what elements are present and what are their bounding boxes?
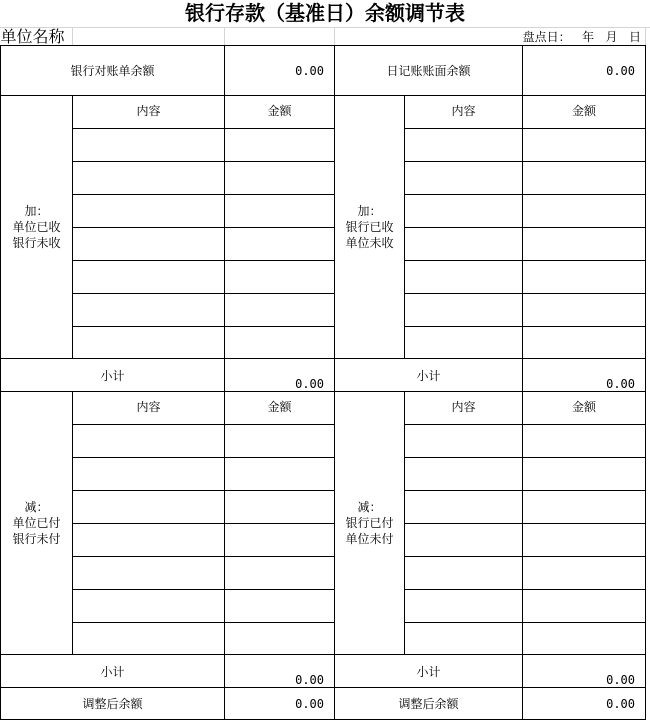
category-label-line: 单位未收 — [345, 236, 394, 250]
minus-subtotal-label: 小计 — [1, 655, 225, 688]
right-content-cell[interactable] — [405, 327, 523, 359]
right-content-cell[interactable] — [405, 590, 523, 623]
left-content-cell[interactable] — [73, 228, 225, 261]
left-content-cell[interactable] — [73, 162, 225, 195]
table-row — [1, 590, 646, 623]
add_section-left-category-label — [1, 96, 73, 359]
table-row — [1, 458, 646, 491]
left-amount-cell[interactable] — [225, 524, 335, 557]
table-row — [1, 557, 646, 590]
minus-right-subtotal[interactable]: 0.00 — [523, 655, 646, 688]
left-content-cell[interactable] — [73, 491, 225, 524]
table-row — [1, 623, 646, 655]
right-amount-cell[interactable] — [523, 458, 646, 491]
left-amount-cell[interactable] — [225, 458, 335, 491]
book-balance-label: 日记账账面余额 — [335, 46, 523, 96]
left-amount-cell[interactable] — [225, 327, 335, 359]
left-amount-cell[interactable] — [225, 228, 335, 261]
amount-column-header: 金额 — [523, 392, 646, 425]
content-column-header: 内容 — [73, 96, 225, 129]
add-right-subtotal[interactable]: 0.00 — [523, 359, 646, 392]
left-amount-cell[interactable] — [225, 557, 335, 590]
minus_section-right-category-label — [335, 392, 405, 655]
left-amount-cell[interactable] — [225, 195, 335, 228]
right-content-cell[interactable] — [405, 162, 523, 195]
left-amount-cell[interactable] — [225, 491, 335, 524]
table-row — [1, 425, 646, 458]
minus-section — [1, 392, 646, 655]
book-balance-value[interactable]: 0.00 — [523, 46, 646, 96]
table-row — [1, 228, 646, 261]
right-amount-cell[interactable] — [523, 524, 646, 557]
bank-balance-value[interactable]: 0.00 — [225, 46, 335, 96]
section-header-row — [1, 96, 646, 129]
category-label-line: 银行已收 — [345, 220, 394, 234]
unit-name-label: 单位名称 — [1, 28, 73, 46]
left-amount-cell[interactable] — [225, 162, 335, 195]
left-content-cell[interactable] — [73, 425, 225, 458]
add_section-right-category-label — [335, 96, 405, 359]
table-row — [1, 162, 646, 195]
category-label-line: 银行未付 — [12, 532, 61, 546]
left-amount-cell[interactable] — [225, 425, 335, 458]
left-content-cell[interactable] — [73, 294, 225, 327]
left-content-cell[interactable] — [73, 524, 225, 557]
right-content-cell[interactable] — [405, 524, 523, 557]
category-label-line: 加： — [357, 204, 382, 218]
left-content-cell[interactable] — [73, 458, 225, 491]
adjusted-balance-label: 调整后余额 — [1, 688, 225, 720]
table-row — [1, 524, 646, 557]
category-label-line: 银行未收 — [12, 236, 61, 250]
table-row — [1, 327, 646, 359]
left-content-cell[interactable] — [73, 327, 225, 359]
table-row — [1, 129, 646, 162]
left-amount-cell[interactable] — [225, 129, 335, 162]
add-section — [1, 96, 646, 359]
amount-column-header: 金额 — [225, 96, 335, 129]
left-amount-cell[interactable] — [225, 261, 335, 294]
bank-balance-label: 银行对账单余额 — [1, 46, 225, 96]
left-amount-cell[interactable] — [225, 590, 335, 623]
right-amount-cell[interactable] — [523, 425, 646, 458]
category-label-line: 银行已付 — [345, 516, 394, 530]
add-subtotal-label-right: 小计 — [335, 359, 523, 392]
minus-subtotal-label-right: 小计 — [335, 655, 523, 688]
category-label-line: 单位已收 — [12, 220, 61, 234]
adjusted-balance-label-right: 调整后余额 — [335, 688, 523, 720]
right-amount-cell[interactable] — [523, 162, 646, 195]
add-subtotal-label: 小计 — [1, 359, 225, 392]
right-amount-cell[interactable] — [523, 590, 646, 623]
table-row — [1, 294, 646, 327]
unit-name-cell[interactable] — [73, 28, 225, 46]
left-content-cell[interactable] — [73, 261, 225, 294]
right-amount-cell[interactable] — [523, 294, 646, 327]
right-content-cell[interactable] — [405, 261, 523, 294]
minus_section-left-category-label — [1, 392, 73, 655]
amount-column-header: 金额 — [523, 96, 646, 129]
right-amount-cell[interactable] — [523, 195, 646, 228]
right-amount-cell[interactable] — [523, 129, 646, 162]
left-amount-cell[interactable] — [225, 623, 335, 655]
right-content-cell[interactable] — [405, 623, 523, 655]
right-adjusted-value[interactable]: 0.00 — [523, 688, 646, 720]
add-left-subtotal[interactable]: 0.00 — [225, 359, 335, 392]
table-row — [1, 195, 646, 228]
left-amount-cell[interactable] — [225, 294, 335, 327]
category-label-line: 减： — [24, 500, 49, 514]
left-content-cell[interactable] — [73, 129, 225, 162]
reconciliation-table — [0, 28, 646, 720]
right-content-cell[interactable] — [405, 425, 523, 458]
left-content-cell[interactable] — [73, 195, 225, 228]
right-content-cell[interactable] — [405, 491, 523, 524]
right-amount-cell[interactable] — [523, 228, 646, 261]
category-label-line: 单位未付 — [345, 532, 394, 546]
left-content-cell[interactable] — [73, 623, 225, 655]
left-content-cell[interactable] — [73, 557, 225, 590]
content-column-header: 内容 — [405, 96, 523, 129]
right-content-cell[interactable] — [405, 228, 523, 261]
right-content-cell[interactable] — [405, 458, 523, 491]
right-amount-cell[interactable] — [523, 327, 646, 359]
page-title: 银行存款（基准日）余额调节表 — [0, 0, 650, 28]
category-label-line: 减： — [357, 500, 382, 514]
right-content-cell[interactable] — [405, 129, 523, 162]
minus-left-subtotal[interactable]: 0.00 — [225, 655, 335, 688]
category-label-line: 加： — [24, 204, 49, 218]
table-row — [1, 261, 646, 294]
right-amount-cell[interactable] — [523, 491, 646, 524]
count-date-label: 盘点日： 年 月 日 — [335, 28, 646, 46]
left-content-cell[interactable] — [73, 590, 225, 623]
right-content-cell[interactable] — [405, 557, 523, 590]
section-header-row — [1, 392, 646, 425]
content-column-header: 内容 — [73, 392, 225, 425]
amount-column-header: 金额 — [225, 392, 335, 425]
right-content-cell[interactable] — [405, 294, 523, 327]
category-label-line: 单位已付 — [12, 516, 61, 530]
right-amount-cell[interactable] — [523, 261, 646, 294]
table-row — [1, 491, 646, 524]
blank-cell[interactable] — [225, 28, 335, 46]
left-adjusted-value[interactable]: 0.00 — [225, 688, 335, 720]
right-amount-cell[interactable] — [523, 557, 646, 590]
right-content-cell[interactable] — [405, 195, 523, 228]
content-column-header: 内容 — [405, 392, 523, 425]
right-amount-cell[interactable] — [523, 623, 646, 655]
